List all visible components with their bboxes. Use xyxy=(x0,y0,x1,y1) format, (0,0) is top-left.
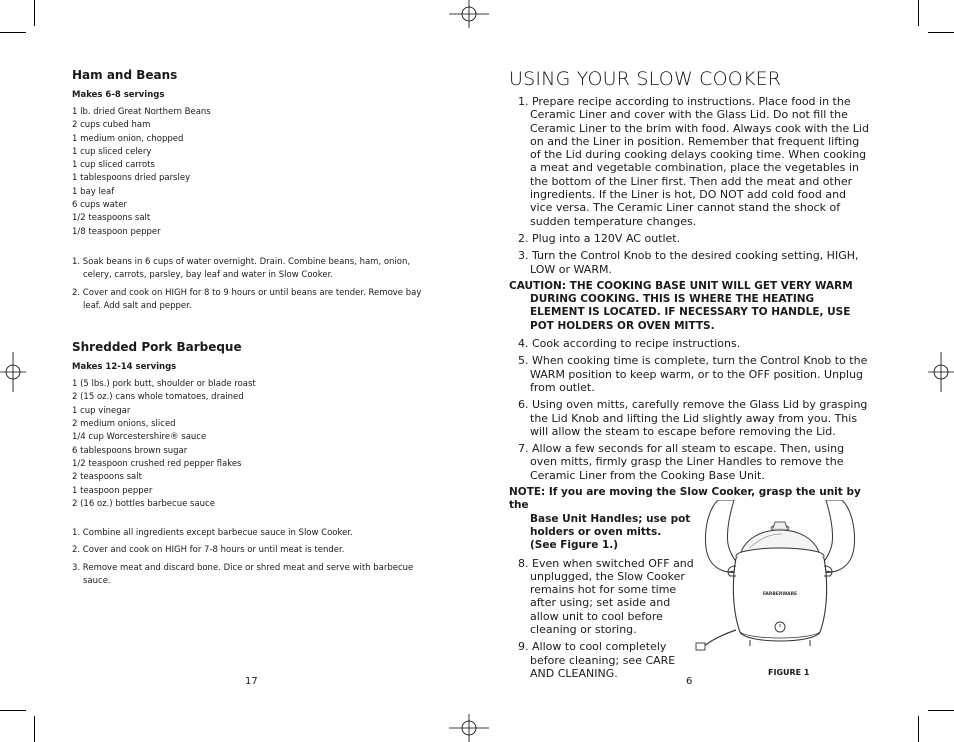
note-line: holders or oven mitts. xyxy=(530,525,662,538)
crop-mark xyxy=(0,710,26,711)
note-line: (See Figure 1.) xyxy=(530,539,619,552)
crop-mark xyxy=(918,716,919,742)
crop-mark xyxy=(928,32,954,33)
page-title: USING YOUR SLOW COOKER xyxy=(509,68,782,90)
registration-mark-top xyxy=(449,0,489,28)
recipe-yield: Makes 12-14 servings xyxy=(72,362,177,373)
ingredient-item: 2 (16 oz.) bottles barbecue sauce xyxy=(72,498,215,509)
step-line: 9. Allow to cool completely xyxy=(518,640,667,654)
slow-cooker-illustration xyxy=(690,500,870,662)
note-line: NOTE: If you are moving the Slow Cooker, grasp the unit by the xyxy=(509,486,861,512)
instruction-step: 3. Remove meat and discard bone. Dice or shred meat and serve with barbecue sauce. xyxy=(72,562,414,587)
figure-caption: FIGURE 1 xyxy=(768,668,810,677)
registration-mark-right xyxy=(928,352,954,392)
ingredient-item: 1 cup sliced carrots xyxy=(72,160,155,171)
crop-mark xyxy=(928,710,954,711)
instruction-step: 1. Combine all ingredients except barbecue sauce in Slow Cooker. xyxy=(72,528,353,539)
instruction-list xyxy=(72,256,422,313)
recipe-yield: Makes 6-8 servings xyxy=(72,90,165,100)
step-line: 8. Even when switched OFF and xyxy=(518,556,694,570)
ingredient-item: 1 cup sliced celery xyxy=(72,146,152,157)
page-number: 17 xyxy=(245,676,258,687)
ingredient-list xyxy=(72,106,422,239)
crop-mark xyxy=(918,0,919,26)
brand-label: FARBERWARE xyxy=(762,592,798,597)
crop-mark xyxy=(34,716,35,742)
instruction-step: 3. Turn the Control Knob to the desired cooking setting, HIGH, LOW or WARM. xyxy=(518,249,859,276)
ingredient-item: 6 tablespoons brown sugar xyxy=(72,445,188,456)
ingredient-item: 2 teaspoons salt xyxy=(72,472,142,483)
ingredient-item: 1 tablespoons dried parsley xyxy=(72,173,191,184)
instruction-step: 5. When cooking time is complete, turn the Control Knob to the WARM position to keep warm, or to the OFF position. Unplug from outlet. xyxy=(518,354,868,394)
step-line: cleaning or storing. xyxy=(530,622,637,636)
registration-mark-left xyxy=(0,352,26,392)
instruction-step: 2. Cover and cook on HIGH for 8 to 9 hours or until beans are tender. Remove bay leaf. Add salt and pepper. xyxy=(72,287,422,311)
recipe-title: Shredded Pork Barbeque xyxy=(72,340,242,355)
instruction-step: 4. Cook according to recipe instructions. xyxy=(518,337,741,351)
step-line: unplugged, the Slow Cooker xyxy=(530,569,685,583)
recipe-title: Ham and Beans xyxy=(72,68,178,82)
instruction-list xyxy=(72,527,422,588)
ingredient-item: 6 cups water xyxy=(72,200,127,211)
step-line: after using; set aside and xyxy=(530,596,671,610)
caution-note: CAUTION: THE COOKING BASE UNIT WILL GET VERY WARM DURING COOKING. THIS IS WHERE THE HEATING ELEMENT IS LOCATED. IF NECESSARY TO HANDLE, USE POT HOLDERS OR OVEN MITTS. xyxy=(509,279,853,332)
crop-mark xyxy=(0,32,26,33)
ingredient-item: 1/8 teaspoon pepper xyxy=(72,226,161,237)
step-line: AND CLEANING. xyxy=(530,666,618,680)
instruction-step: 1. Soak beans in 6 cups of water overnight. Drain. Combine beans, ham, onion, celery, carrots, parsley, bay leaf and water in Slow Cooker. xyxy=(72,256,411,281)
ingredient-item: 1 bay leaf xyxy=(72,186,115,197)
instruction-step: 6. Using oven mitts, carefully remove the Glass Lid by grasping the Lid Knob and lifting the Lid slightly away from you. This will allow the steam to escape before removing the Lid. xyxy=(518,398,868,438)
instruction-step: 2. Plug into a 120V AC outlet. xyxy=(518,231,681,245)
ingredient-item: 1 (5 lbs.) pork butt, shoulder or blade roast xyxy=(72,379,256,390)
instruction-step: 1. Prepare recipe according to instructions. Place food in the Ceramic Liner and cover with the Glass Lid. Do not fill the Ceramic Liner to the brim with food. Always cook with the Lid on and the Liner in position. Remember that frequent lifting of the Lid during cooking delays cooking time. When cooking a meat and vegetable combination, place the vegetables in the bottom of the Liner first. Then add the meat and other ingredients. If the Liner is hot, DO NOT add cold food and vice versa. The Ceramic Liner cannot stand the shock of sudden temperature changes. xyxy=(518,95,869,228)
step-line: before cleaning; see CARE xyxy=(530,653,676,667)
ingredient-item: 1 medium onion, chopped xyxy=(72,133,184,144)
crop-mark xyxy=(34,0,35,26)
left-page-recipes xyxy=(72,68,422,592)
instruction-step: 7. Allow a few seconds for all steam to escape. Then, using oven mitts, firmly grasp the Liner Handles to remove the Ceramic Liner from the Cooking Base Unit. xyxy=(518,442,845,482)
ingredient-item: 1/2 teaspoons salt xyxy=(72,213,151,224)
ingredient-item: 1/2 teaspoon crushed red pepper flakes xyxy=(72,458,242,469)
ingredient-item: 1 teaspoon pepper xyxy=(72,485,153,496)
ingredient-item: 1 cup vinegar xyxy=(72,405,131,416)
step-line: allow unit to cool before xyxy=(530,609,663,623)
step-line: remains hot for some time xyxy=(530,583,677,597)
ingredient-item: 2 cups cubed ham xyxy=(72,120,151,131)
ingredient-item: 2 medium onions, sliced xyxy=(72,419,176,430)
ingredient-item: 1 lb. dried Great Northern Beans xyxy=(72,107,211,117)
ingredient-item: 2 (15 oz.) cans whole tomatoes, drained xyxy=(72,392,244,403)
ingredient-item: 1/4 cup Worcestershire® sauce xyxy=(72,432,207,443)
note-line: Base Unit Handles; use pot xyxy=(530,512,691,525)
registration-mark-bottom xyxy=(449,714,489,742)
page-number: 6 xyxy=(686,676,693,687)
instruction-step: 2. Cover and cook on HIGH for 7-8 hours or until meat is tender. xyxy=(72,545,345,556)
ingredient-list xyxy=(72,378,422,511)
